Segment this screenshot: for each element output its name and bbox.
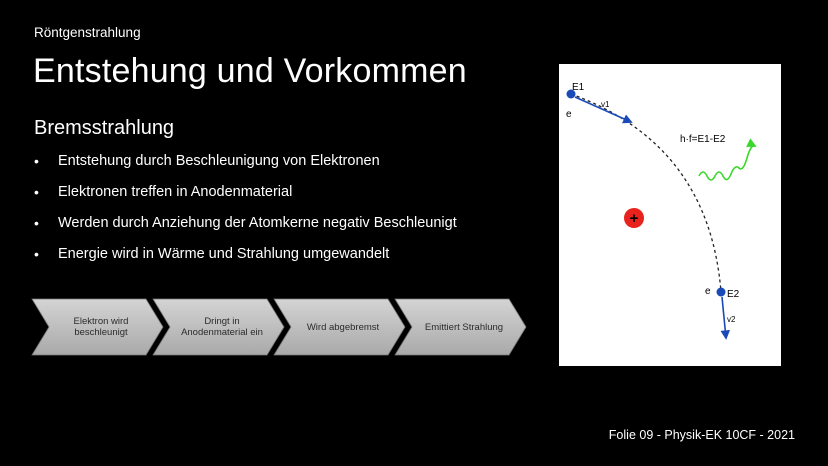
process-step-label: Elektron wird beschleunigt [73, 316, 129, 338]
electron-end-label: e [705, 286, 711, 297]
bremsstrahlung-diagram [559, 64, 781, 366]
bullet-item: • Werden durch Anziehung der Atomkerne negativ Beschleunigt [34, 212, 457, 243]
energy-end-label: E2 [727, 289, 740, 300]
process-step-label: Dringt in Anodenmaterial ein [181, 316, 263, 338]
electron-end-dot [717, 288, 726, 297]
velocity-end-label: v2 [727, 315, 736, 324]
bullet-item: • Elektronen treffen in Anodenmaterial [34, 181, 457, 212]
nucleus-symbol: + [629, 210, 639, 227]
electron-start-label: e [566, 109, 572, 120]
diagram-graphic [559, 64, 781, 366]
process-step-label: Emittiert Strahlung [424, 321, 504, 333]
slide-footer: Folie 09 - Physik-EK 10CF - 2021 [608, 428, 795, 442]
electron-trajectory [571, 94, 721, 292]
velocity-end-arrow [722, 297, 726, 338]
photon-formula: h·f=E1-E2 [680, 134, 726, 145]
slide-subtitle: Bremsstrahlung [34, 117, 175, 139]
section-kicker: Röntgenstrahlung [34, 25, 141, 40]
energy-start-label: E1 [572, 82, 585, 93]
slide-title: Entstehung und Vorkommen [33, 52, 467, 90]
photon-wave [699, 146, 755, 180]
process-flow [30, 297, 530, 357]
bullet-item: • Energie wird in Wärme und Strahlung umgewandelt [34, 243, 457, 274]
bullet-list [34, 150, 457, 274]
velocity-start-label: v1 [601, 100, 610, 109]
process-step-label: Wird abgebremst [306, 321, 380, 333]
bullet-item: • Entstehung durch Beschleunigung von Elektronen [34, 150, 457, 181]
